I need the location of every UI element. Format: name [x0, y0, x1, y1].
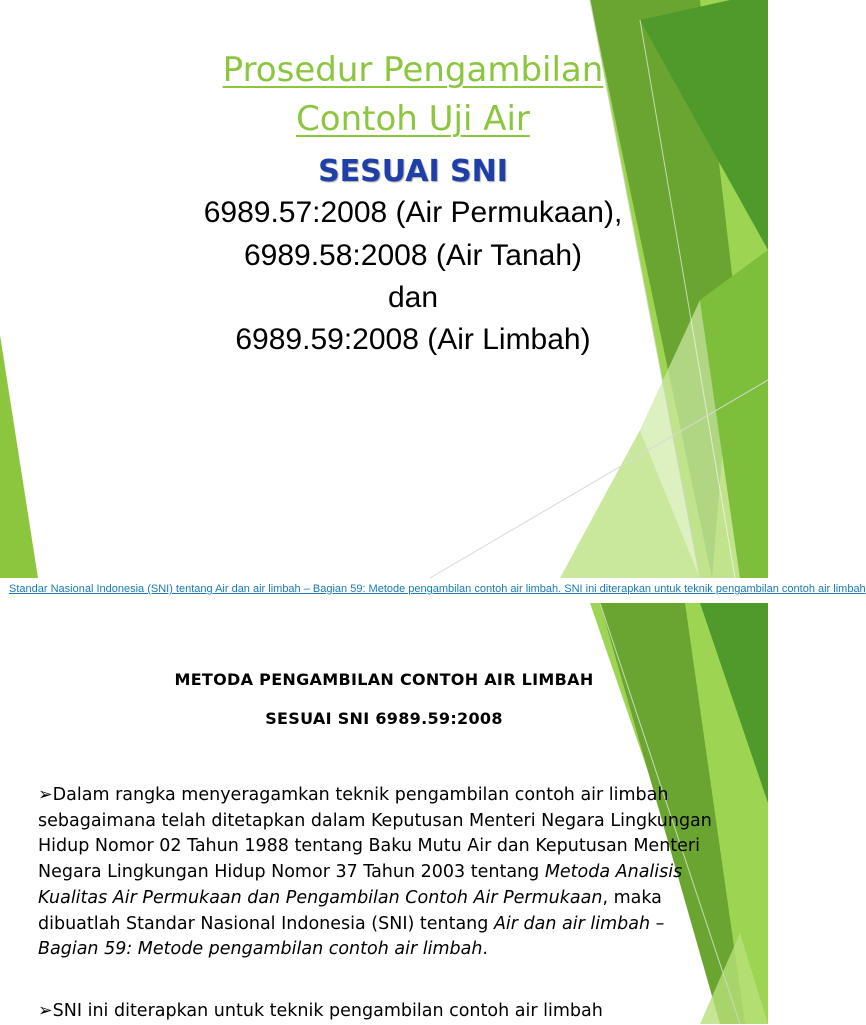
- slide-subtitle: SESUAI SNI: [318, 154, 508, 189]
- slide-2-subheading: SESUAI SNI 6989.59:2008: [265, 709, 503, 728]
- paragraph-1-text: Dalam rangka menyeragamkan teknik pengambilan contoh air limbah sebagaimana telah ditetapkan dalam Keputusan Menteri Negara Lingkungan Hidup Nomor 02 Tahun 1988 tentang Baku Mutu Air dan Keputusan Menteri Negara Lingkungan Hidup Nomor 37 Tahun 2003 tentang: [38, 785, 712, 883]
- paragraph-2-text: SNI ini diterapkan untuk teknik pengambilan contoh air limbah: [52, 1001, 603, 1021]
- standard-line-2: 6989.58:2008 (Air Tanah): [243, 239, 583, 272]
- slide-title-line-1: Prosedur Pengambilan: [222, 50, 604, 90]
- slide-2-heading: METODA PENGAMBILAN CONTOH AIR LIMBAH: [174, 670, 594, 689]
- sni-link[interactable]: Standar Nasional Indonesia (SNI) tentang Air dan air limbah – Bagian 59: Metode pengambilan contoh air limbah. SNI ini diterapkan untuk teknik pengambilan contoh air limbah: [9, 583, 866, 595]
- paragraph-1-italic-sni: Air dan air limbah – Bagian 59: Metode pengambilan contoh air limbah: [38, 913, 665, 960]
- slide-2: [0, 603, 768, 1024]
- paragraph-1-italic-title: Metoda Analisis Kualitas Air Permukaan dan Pengambilan Contoh Air Permukaan: [38, 862, 683, 908]
- paragraph-1-text-cont: , maka dibuatlah Standar Nasional Indonesia (SNI) tentang: [38, 887, 662, 934]
- standard-line-1: 6989.57:2008 (Air Permukaan),: [203, 196, 623, 229]
- slide-title-line-2: Contoh Uji Air: [296, 99, 530, 139]
- paragraph-2: [38, 999, 728, 1025]
- standard-line-4: 6989.59:2008 (Air Limbah): [235, 323, 591, 356]
- paragraph-1: [38, 783, 728, 963]
- bullet-arrow-icon: ➢: [38, 785, 53, 805]
- standard-line-3: dan: [387, 281, 439, 314]
- bullet-arrow-icon: ➢: [38, 1001, 53, 1021]
- paragraph-1-end: .: [482, 939, 488, 960]
- link-strip: [0, 578, 866, 603]
